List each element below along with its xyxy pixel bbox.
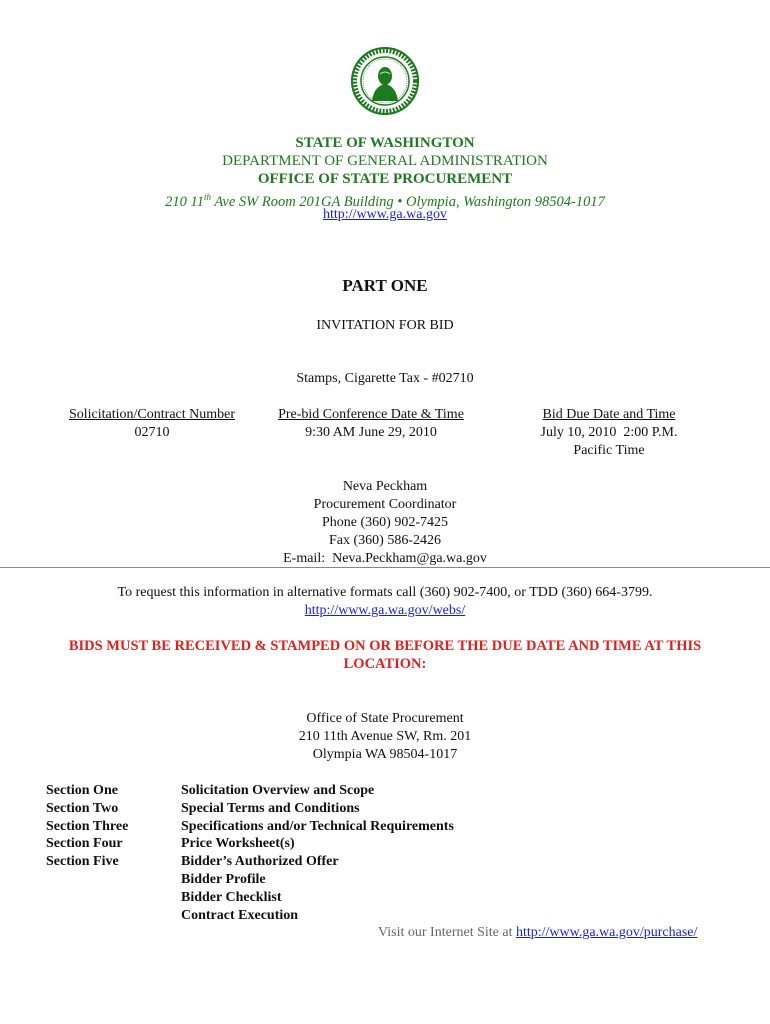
section-label: Section Four [46,836,123,852]
address-number: 210 11 [165,193,204,210]
contact-fax: Fax (360) 586-2426 [329,533,441,548]
address-suffix: th [203,192,211,202]
header-url-row [0,206,770,224]
alt-formats-url-row [0,603,770,619]
contact-role: Procurement Coordinator [313,497,457,512]
footer-visit [378,925,697,941]
location-city: Olympia WA 98504-1017 [312,747,458,762]
alt-formats-link[interactable]: http://www.ga.wa.gov/webs/ [304,603,466,618]
location-block [0,710,770,764]
section-label: Section Two [46,800,119,816]
section-title: Special Terms and Conditions [181,800,360,816]
contact-phone: Phone (360) 902-7425 [322,515,448,530]
contact-block [0,478,770,568]
section-label: Section One [46,783,118,798]
due-column [514,406,704,460]
prebid-datetime: 9:30 AM June 29, 2010 [305,425,437,440]
due-timezone: Pacific Time [573,443,645,458]
section-title: Bidder Profile [181,871,266,887]
section-label: Section Five [46,854,119,870]
section-title: Bidder’s Authorized Offer [181,854,339,870]
alt-formats-text: To request this information in alternative formats call (360) 902-7400, or TDD (360) 664-3799. [117,585,653,600]
solicitation-heading: Solicitation/Contract Number [68,407,236,422]
address-rest: Ave SW Room 201GA Building • Olympia, Washington 98504-1017 [210,193,605,210]
invitation-subtitle: INVITATION FOR BID [316,318,454,333]
contact-email: E-mail: Neva.Peckham@ga.wa.gov [283,551,487,566]
solicitation-column [52,406,252,442]
prebid-heading: Pre-bid Conference Date & Time [278,407,464,422]
location-street: 210 11th Avenue SW, Rm. 201 [298,729,472,744]
header-url-link[interactable]: http://www.ga.wa.gov [323,207,447,222]
solicitation-number: 02710 [134,425,170,440]
footer-link[interactable]: http://www.ga.wa.gov/purchase/ [515,925,698,940]
section-labels [46,782,128,871]
prebid-column [256,406,486,442]
location-office: Office of State Procurement [306,711,464,726]
bid-name: Stamps, Cigarette Tax - #02710 [296,371,474,386]
header-department: DEPARTMENT OF GENERAL ADMINISTRATION [222,153,548,169]
section-title: Contract Execution [181,907,299,923]
part-title: PART ONE [342,276,428,295]
notice-line-2: LOCATION: [343,656,427,672]
due-datetime: July 10, 2010 2:00 P.M. [540,425,678,440]
section-title: Specifications and/or Technical Requirements [181,818,454,834]
section-titles [181,782,454,924]
state-seal-icon [350,46,420,116]
section-title: Price Worksheet(s) [181,836,295,852]
section-title: Bidder Checklist [181,889,282,905]
header-office: OFFICE OF STATE PROCUREMENT [257,171,513,187]
divider-line [0,567,770,568]
section-label: Section Three [46,818,129,834]
state-seal [350,46,420,116]
header-state: STATE OF WASHINGTON [295,135,475,151]
due-heading: Bid Due Date and Time [542,407,676,422]
notice-line-1: BIDS MUST BE RECEIVED & STAMPED ON OR BEFORE THE DUE DATE AND TIME AT THIS [68,638,702,654]
footer-prefix: Visit our Internet Site at [378,925,516,940]
section-title: Solicitation Overview and Scope [181,783,375,798]
contact-name: Neva Peckham [342,479,428,494]
